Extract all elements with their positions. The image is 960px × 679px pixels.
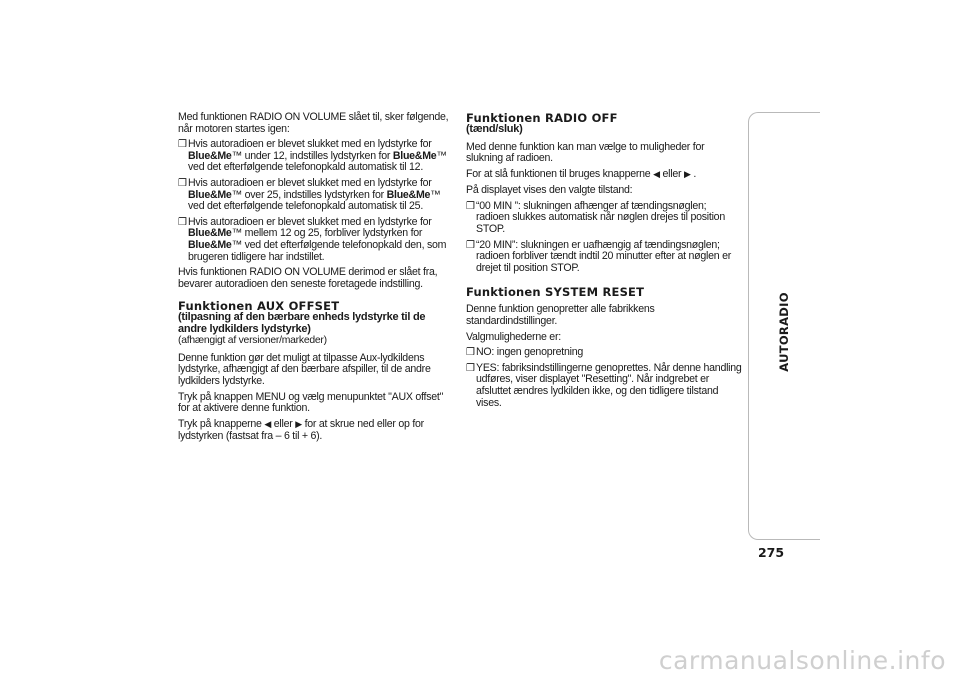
radio-off-paragraph-3: På displayet vises den valgte tilstand: xyxy=(466,184,633,197)
right-column xyxy=(466,112,742,413)
list-item: ❒ Hvis autoradioen er blevet slukket med en lydstyrke for Blue&Me™ over 25, indstilles lydstyrken for Blue&Me™ ved det efterfølgende telefonopkald automatisk til 25. xyxy=(178,176,441,213)
left-triangle-icon: ◀ xyxy=(264,419,272,430)
radio-off-heading: Funktionen RADIO OFF xyxy=(466,111,618,125)
list-item: ❒ “20 MIN”: slukningen er uafhængig af tændingsnøglen; radioen forbliver tændt indtil 20 minutter efter at nøglen er drejet til position STOP. xyxy=(466,238,732,274)
right-triangle-icon: ▶ xyxy=(295,419,302,430)
list-item: ❒ YES: fabriksindstillingerne genoprettes. Når denne handling udføres, viser displayet "Resetting". Når indgrebet er afsluttet ændres lydkilden ikke, og den tidligere tilstand vises. xyxy=(466,361,742,409)
checkbox-bullet-icon: ❒ xyxy=(466,200,475,212)
checkbox-bullet-icon: ❒ xyxy=(178,139,187,151)
system-reset-paragraph-2: Valgmulighederne er: xyxy=(466,330,561,343)
aux-paragraph-1: Denne funktion gør det muligt at tilpasse Aux-lydkildens lydstyrke, afhængigt af den bærbare afspiller, til de andre lydkilders lydstyrke. xyxy=(178,351,431,387)
list-item: ❒ Hvis autoradioen er blevet slukket med en lydstyrke for Blue&Me™ mellem 12 og 25, forbliver lydstyrken for Blue&Me™ ved det efterfølgende telefonopkald den, som brugeren tidligere har indstillet. xyxy=(178,215,447,263)
left-triangle-icon: ◀ xyxy=(653,169,660,180)
checkbox-bullet-icon: ❒ xyxy=(178,177,187,189)
section-label xyxy=(774,292,794,372)
checkbox-bullet-icon: ❒ xyxy=(466,239,475,251)
list-item: ❒ “00 MIN ”: slukningen afhænger af tændingsnøglen; radioen slukkes automatisk når nøglen drejes til position STOP. xyxy=(466,199,725,236)
aux-paragraph-2: Tryk på knappen MENU og vælg menupunktet "AUX offset" for at aktivere denne funktion. xyxy=(178,390,444,415)
system-reset-heading: Funktionen SYSTEM RESET xyxy=(466,285,645,300)
page-number: 275 xyxy=(757,545,785,560)
list-item: ❒ Hvis autoradioen er blevet slukket med en lydstyrke for Blue&Me™ under 12, indstilles lydstyrken for Blue&Me™ ved det efterfølgende telefonopkald automatisk til 12. xyxy=(178,138,447,174)
checkbox-bullet-icon: ❒ xyxy=(178,216,187,228)
radio-off-subheading: (tænd/sluk) xyxy=(466,123,523,135)
watermark: carmanualsonline.info xyxy=(658,646,946,675)
outro-paragraph: Hvis funktionen RADIO ON VOLUME derimod er slået fra, bevarer autoradioen den seneste foretagede indstilling. xyxy=(178,266,438,290)
aux-offset-subheading: (tilpasning af den bærbare enheds lydstyrke til de andre lydkilders lydstyrke) xyxy=(178,311,426,335)
aux-paragraph-3: Tryk på knapperne ◀ eller ▶ for at skrue ned eller op for lydstyrken (fastsat fra – 6 til + 6). xyxy=(178,417,424,443)
aux-offset-heading: Funktionen AUX OFFSET xyxy=(178,299,340,314)
section-label-text: AUTORADIO xyxy=(777,292,791,372)
list-item: ❒ NO: ingen genopretning xyxy=(466,346,583,359)
right-triangle-icon: ▶ xyxy=(683,169,691,180)
radio-off-paragraph-1: Med denne funktion kan man vælge to muligheder for slukning af radioen. xyxy=(466,140,705,165)
aux-offset-note: (afhængigt af versioner/markeder) xyxy=(178,335,327,347)
intro-paragraph: Med funktionen RADIO ON VOLUME slået til, sker følgende, når motoren startes igen: xyxy=(178,111,449,135)
left-column xyxy=(178,112,450,447)
system-reset-paragraph-1: Denne funktion genopretter alle fabrikkens standardindstillinger. xyxy=(466,303,655,328)
checkbox-bullet-icon: ❒ xyxy=(466,362,475,374)
checkbox-bullet-icon: ❒ xyxy=(466,347,475,359)
radio-off-paragraph-2: For at slå funktionen til bruges knapperne ◀ eller ▶ . xyxy=(466,167,697,180)
